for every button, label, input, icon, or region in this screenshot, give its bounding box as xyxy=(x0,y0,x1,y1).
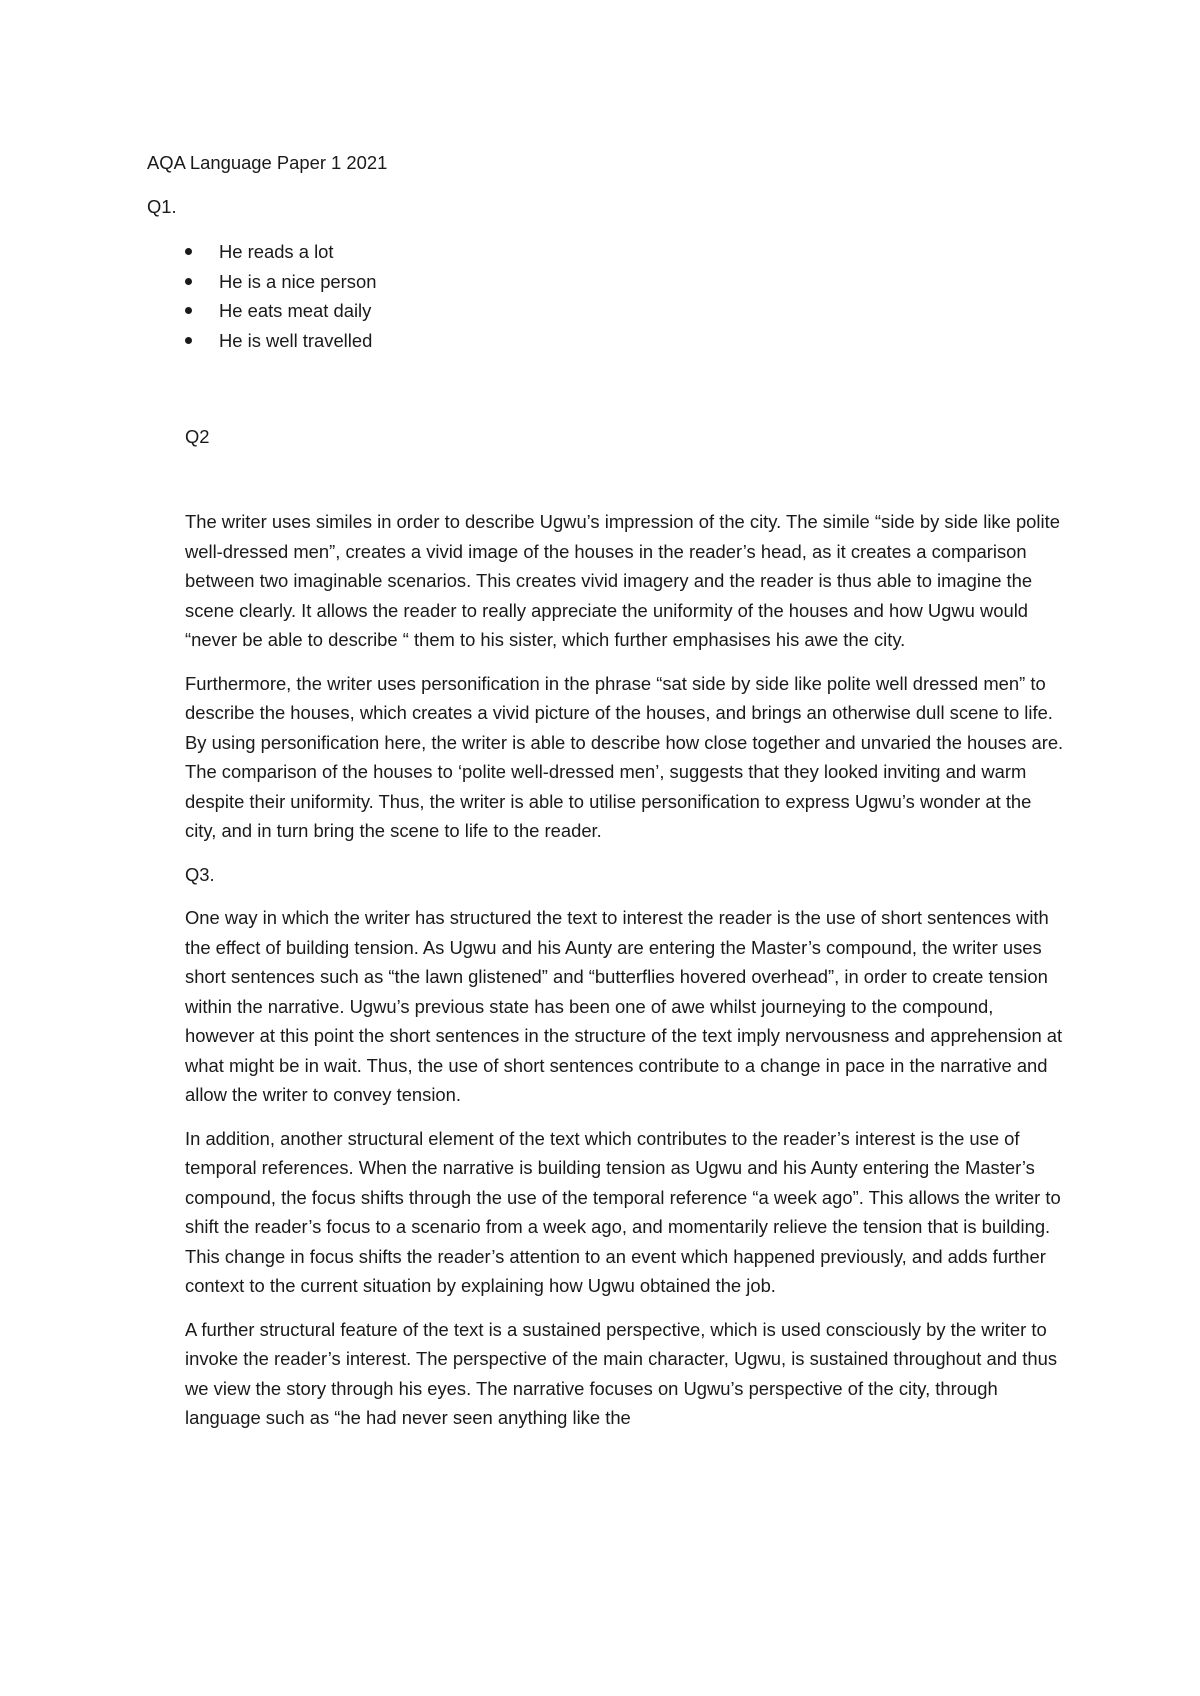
list-item xyxy=(185,296,376,326)
bullet-icon xyxy=(185,248,192,255)
q3-paragraph-temporal-references: In addition, another structural element of the text which contributes to the reader’s interest is the use of temporal references. When the narrative is building tension as Ugwu and his Aunty entering the Master’s compound, the focus shifts through the use of the temporal reference “a week ago”. This allows the writer to shift the reader’s focus to a scenario from a week ago, and momentarily relieve the tension that is building. This change in focus shifts the reader’s attention to an event which happened previously, and adds further context to the current situation by explaining how Ugwu obtained the job. xyxy=(185,1127,1061,1296)
q2-label: Q2 xyxy=(185,426,210,447)
list-item xyxy=(185,326,376,356)
q3-paragraph-sustained-perspective: A further structural feature of the text is a sustained perspective, which is used consciously by the writer to invoke the reader’s interest. The perspective of the main character, Ugwu, is sustained throughout and thus we view the story through his eyes. The narrative focuses on Ugwu’s perspective of the city, through language such as “he had never seen anything like the xyxy=(185,1318,1058,1428)
q2-paragraph-similes: The writer uses similes in order to describe Ugwu’s impression of the city. The simile “side by side like polite well-dressed men”, creates a vivid image of the houses in the reader’s head, as it creates a comparison between two imaginable scenarios. This creates vivid imagery and the reader is thus able to imagine the scene clearly. It allows the reader to really appreciate the uniformity of the houses and how Ugwu would “never be able to describe “ them to his sister, which further emphasises his awe the city. xyxy=(185,511,1060,650)
q3-label: Q3. xyxy=(185,863,215,885)
bullet-icon xyxy=(185,307,192,314)
bullet-text: He is well travelled xyxy=(219,329,373,351)
bullet-text: He is a nice person xyxy=(219,270,377,292)
bullet-icon xyxy=(185,278,192,285)
q2-paragraph-personification: Furthermore, the writer uses personification in the phrase “sat side by side like polite well dressed men” to describe the houses, which creates a vivid picture of the houses, and brings an otherwise dull scene to life. By using personification here, the writer is able to describe how close together and unvaried the houses are. The comparison of the houses to ‘polite well-dressed men’, suggests that they looked inviting and warm despite their uniformity. Thus, the writer is able to utilise personification to express Ugwu’s wonder at the city, and in turn bring the scene to life to the reader. xyxy=(185,672,1064,841)
q1-label: Q1. xyxy=(147,196,177,217)
q1-bullet-list xyxy=(185,237,376,355)
list-item xyxy=(185,237,376,267)
document-title: AQA Language Paper 1 2021 xyxy=(147,152,388,173)
bullet-text: He reads a lot xyxy=(219,241,334,262)
bullet-text: He eats meat daily xyxy=(219,300,372,321)
list-item xyxy=(185,267,376,297)
answer-body xyxy=(185,507,1065,1447)
bullet-icon xyxy=(185,337,192,344)
q3-paragraph-short-sentences: One way in which the writer has structured the text to interest the reader is the use of short sentences with the effect of building tension. As Ugwu and his Aunty are entering the Master’s compound, the writer uses short sentences such as “the lawn glistened” and “butterflies hovered overhead”, in order to create tension within the narrative. Ugwu’s previous state has been one of awe whilst journeying to the compound, however at this point the short sentences in the structure of the text imply nervousness and apprehension at what might be in wait. Thus, the use of short sentences contribute to a change in pace in the narrative and allow the writer to convey tension. xyxy=(185,907,1063,1105)
